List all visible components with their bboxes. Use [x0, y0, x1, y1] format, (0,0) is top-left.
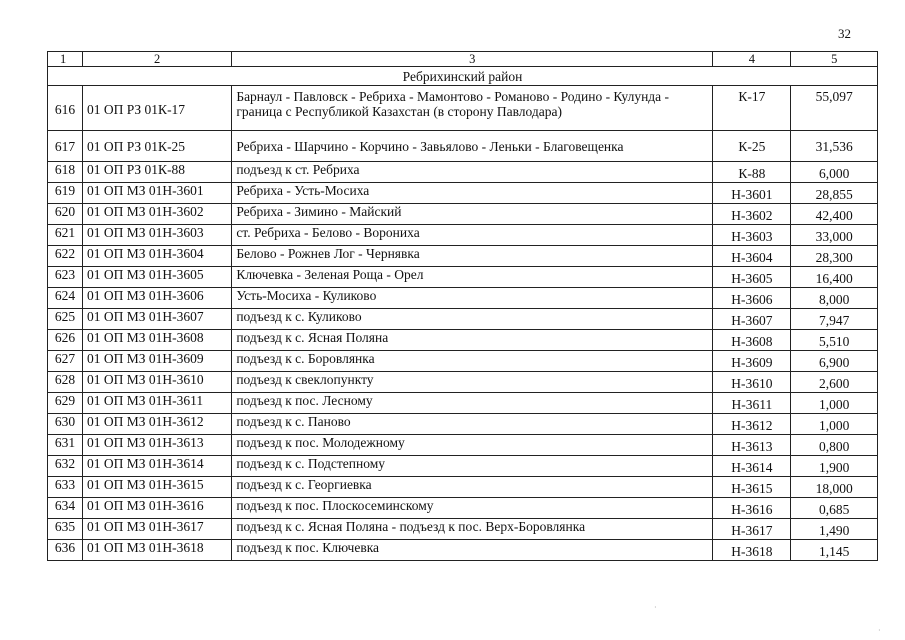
road-name: Ребриха - Зимино - Майский: [232, 204, 713, 225]
row-number: 630: [48, 414, 83, 435]
road-code: Н-3606: [713, 288, 791, 309]
road-code: Н-3610: [713, 372, 791, 393]
row-number: 625: [48, 309, 83, 330]
road-code: Н-3618: [713, 540, 791, 561]
road-code: Н-3614: [713, 456, 791, 477]
district-name: Ребрихинский район: [48, 67, 878, 86]
road-name: подъезд к с. Ясная Поляна: [232, 330, 713, 351]
table-row: [48, 309, 878, 330]
road-length: 0,800: [791, 435, 878, 456]
table-row: [48, 372, 878, 393]
table-row: [48, 519, 878, 540]
road-id: 01 ОП МЗ 01Н-3602: [83, 204, 232, 225]
page-number: 32: [838, 26, 851, 41]
road-length: 1,900: [791, 456, 878, 477]
road-length: 8,000: [791, 288, 878, 309]
road-id: 01 ОП МЗ 01Н-3606: [83, 288, 232, 309]
column-number: 1: [48, 52, 83, 67]
road-name: Барнаул - Павловск - Ребриха - Мамонтово - Романово - Родино - Кулунда - граница с Республикой Казахстан (в сторону Павлодара): [232, 86, 713, 131]
road-name: подъезд к с. Подстепному: [232, 456, 713, 477]
road-name: подъезд к ст. Ребриха: [232, 162, 713, 183]
road-length: 28,300: [791, 246, 878, 267]
road-length: 0,685: [791, 498, 878, 519]
table-row: [48, 183, 878, 204]
road-code: Н-3608: [713, 330, 791, 351]
road-code: Н-3612: [713, 414, 791, 435]
table-body: [48, 52, 878, 561]
road-code: Н-3602: [713, 204, 791, 225]
scan-speck: ·: [878, 626, 881, 635]
row-number: 633: [48, 477, 83, 498]
road-name: подъезд к пос. Молодежному: [232, 435, 713, 456]
road-id: 01 ОП РЗ 01К-17: [83, 86, 232, 131]
road-name: подъезд к пос. Ключевка: [232, 540, 713, 561]
row-number: 632: [48, 456, 83, 477]
road-length: 6,000: [791, 162, 878, 183]
table-row: [48, 393, 878, 414]
row-number: 622: [48, 246, 83, 267]
table-row: [48, 330, 878, 351]
row-number: 617: [48, 131, 83, 162]
road-length: 28,855: [791, 183, 878, 204]
road-length: 1,000: [791, 393, 878, 414]
road-name: Ребриха - Усть-Мосиха: [232, 183, 713, 204]
road-code: Н-3601: [713, 183, 791, 204]
table-row: [48, 351, 878, 372]
road-name: Усть-Мосиха - Куликово: [232, 288, 713, 309]
road-id: 01 ОП МЗ 01Н-3604: [83, 246, 232, 267]
road-length: 1,490: [791, 519, 878, 540]
table-row: [48, 414, 878, 435]
road-id: 01 ОП МЗ 01Н-3618: [83, 540, 232, 561]
road-id: 01 ОП МЗ 01Н-3616: [83, 498, 232, 519]
road-id: 01 ОП МЗ 01Н-3608: [83, 330, 232, 351]
table-row: [48, 86, 878, 131]
road-code: Н-3611: [713, 393, 791, 414]
scan-speck: ·: [654, 603, 657, 612]
road-id: 01 ОП МЗ 01Н-3612: [83, 414, 232, 435]
road-length: 18,000: [791, 477, 878, 498]
district-row: [48, 67, 878, 86]
table-row: [48, 204, 878, 225]
road-name: Ребриха - Шарчино - Корчино - Завьялово - Леньки - Благовещенка: [232, 131, 713, 162]
road-code: Н-3617: [713, 519, 791, 540]
table-row: [48, 540, 878, 561]
road-code: Н-3604: [713, 246, 791, 267]
road-id: 01 ОП МЗ 01Н-3615: [83, 477, 232, 498]
row-number: 629: [48, 393, 83, 414]
road-code: К-88: [713, 162, 791, 183]
road-name: подъезд к с. Куликово: [232, 309, 713, 330]
road-code: Н-3605: [713, 267, 791, 288]
row-number: 626: [48, 330, 83, 351]
row-number: 628: [48, 372, 83, 393]
row-number: 620: [48, 204, 83, 225]
road-length: 6,900: [791, 351, 878, 372]
column-number: 5: [791, 52, 878, 67]
row-number: 623: [48, 267, 83, 288]
road-code: Н-3609: [713, 351, 791, 372]
road-length: 2,600: [791, 372, 878, 393]
table-row: [48, 288, 878, 309]
road-length: 1,145: [791, 540, 878, 561]
road-id: 01 ОП МЗ 01Н-3609: [83, 351, 232, 372]
road-id: 01 ОП МЗ 01Н-3603: [83, 225, 232, 246]
road-code: Н-3616: [713, 498, 791, 519]
road-name: подъезд к с. Паново: [232, 414, 713, 435]
table-row: [48, 435, 878, 456]
road-code: К-25: [713, 131, 791, 162]
road-length: 42,400: [791, 204, 878, 225]
table-row: [48, 498, 878, 519]
table-row: [48, 456, 878, 477]
road-id: 01 ОП МЗ 01Н-3617: [83, 519, 232, 540]
table-row: [48, 477, 878, 498]
road-code: Н-3603: [713, 225, 791, 246]
row-number: 636: [48, 540, 83, 561]
road-length: 33,000: [791, 225, 878, 246]
road-length: 1,000: [791, 414, 878, 435]
row-number: 631: [48, 435, 83, 456]
road-id: 01 ОП РЗ 01К-25: [83, 131, 232, 162]
row-number: 616: [48, 86, 83, 131]
row-number: 621: [48, 225, 83, 246]
road-length: 16,400: [791, 267, 878, 288]
road-name: ст. Ребриха - Белово - Ворониха: [232, 225, 713, 246]
table-row: [48, 225, 878, 246]
column-number: 4: [713, 52, 791, 67]
road-id: 01 ОП МЗ 01Н-3614: [83, 456, 232, 477]
road-name: подъезд к с. Ясная Поляна - подъезд к пос. Верх-Боровлянка: [232, 519, 713, 540]
row-number: 619: [48, 183, 83, 204]
road-name: подъезд к с. Георгиевка: [232, 477, 713, 498]
row-number: 627: [48, 351, 83, 372]
road-length: 55,097: [791, 86, 878, 131]
road-name: Ключевка - Зеленая Роща - Орел: [232, 267, 713, 288]
table-row: [48, 246, 878, 267]
road-name: подъезд к пос. Лесному: [232, 393, 713, 414]
table-row: [48, 267, 878, 288]
road-code: Н-3613: [713, 435, 791, 456]
road-name: подъезд к пос. Плоскосеминскому: [232, 498, 713, 519]
row-number: 635: [48, 519, 83, 540]
road-name: подъезд к с. Боровлянка: [232, 351, 713, 372]
road-code: К-17: [713, 86, 791, 131]
road-id: 01 ОП МЗ 01Н-3605: [83, 267, 232, 288]
row-number: 634: [48, 498, 83, 519]
column-number: 3: [232, 52, 713, 67]
road-id: 01 ОП МЗ 01Н-3611: [83, 393, 232, 414]
road-id: 01 ОП МЗ 01Н-3601: [83, 183, 232, 204]
table-row: [48, 131, 878, 162]
column-number-row: [48, 52, 878, 67]
road-id: 01 ОП МЗ 01Н-3610: [83, 372, 232, 393]
road-name: Белово - Рожнев Лог - Чернявка: [232, 246, 713, 267]
road-table: [47, 51, 878, 561]
row-number: 624: [48, 288, 83, 309]
road-code: Н-3615: [713, 477, 791, 498]
road-id: 01 ОП МЗ 01Н-3613: [83, 435, 232, 456]
road-length: 5,510: [791, 330, 878, 351]
column-number: 2: [83, 52, 232, 67]
road-length: 7,947: [791, 309, 878, 330]
table-row: [48, 162, 878, 183]
road-id: 01 ОП РЗ 01К-88: [83, 162, 232, 183]
road-code: Н-3607: [713, 309, 791, 330]
road-length: 31,536: [791, 131, 878, 162]
road-name: подъезд к свеклопункту: [232, 372, 713, 393]
row-number: 618: [48, 162, 83, 183]
road-id: 01 ОП МЗ 01Н-3607: [83, 309, 232, 330]
